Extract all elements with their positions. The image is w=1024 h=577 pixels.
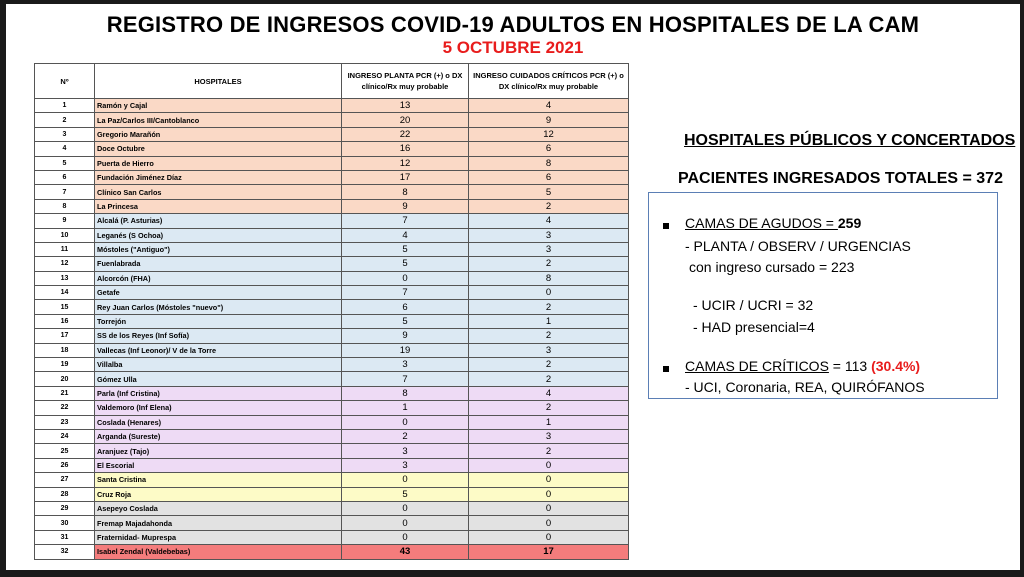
- planta-value: 4: [342, 228, 469, 242]
- planta-value: 8: [342, 386, 469, 400]
- hospital-name: Ramón y Cajal: [95, 99, 342, 113]
- planta-value: 3: [342, 358, 469, 372]
- criticos-value: 0: [469, 458, 629, 472]
- table-row: [35, 127, 629, 141]
- criticos-pct: (30.4%): [871, 358, 921, 374]
- row-number: 19: [35, 358, 95, 372]
- table-header-row: [35, 64, 629, 99]
- hospital-name: Doce Octubre: [95, 142, 342, 156]
- hospital-name: La Paz/Carlos III/Cantoblanco: [95, 113, 342, 127]
- hospital-name: Fraternidad- Muprespa: [95, 530, 342, 544]
- planta-value: 7: [342, 372, 469, 386]
- planta-value: 13: [342, 99, 469, 113]
- row-number: 31: [35, 530, 95, 544]
- criticos-value: 0: [469, 516, 629, 530]
- criticos-value: 2: [469, 358, 629, 372]
- hospital-name: Gregorio Marañón: [95, 127, 342, 141]
- criticos-value: 3: [469, 242, 629, 256]
- agudos-line: [685, 215, 861, 231]
- table-row: [35, 228, 629, 242]
- table-row: [35, 458, 629, 472]
- header-hospital: HOSPITALES: [95, 64, 342, 99]
- criticos-value: 8: [469, 156, 629, 170]
- hospital-name: Móstoles ("Antiguo"): [95, 242, 342, 256]
- table-row: [35, 473, 629, 487]
- row-number: 13: [35, 271, 95, 285]
- planta-value: 0: [342, 501, 469, 515]
- row-number: 27: [35, 473, 95, 487]
- table-row: [35, 286, 629, 300]
- criticos-value: 2: [469, 199, 629, 213]
- hospital-name: Cruz Roja: [95, 487, 342, 501]
- criticos-eq: = 113: [828, 358, 872, 374]
- table-row: [35, 343, 629, 357]
- criticos-value: 3: [469, 228, 629, 242]
- criticos-value: 3: [469, 429, 629, 443]
- planta-value: 12: [342, 156, 469, 170]
- criticos-value: 8: [469, 271, 629, 285]
- criticos-value: 2: [469, 401, 629, 415]
- criticos-label: CAMAS DE CRÍTICOS: [685, 358, 829, 374]
- table-row: [35, 516, 629, 530]
- table-row: [35, 156, 629, 170]
- hospital-name: Puerta de Hierro: [95, 156, 342, 170]
- criticos-value: 2: [469, 372, 629, 386]
- table-row: [35, 545, 629, 559]
- hospital-name: Clínico San Carlos: [95, 185, 342, 199]
- criticos-value: 17: [469, 545, 629, 559]
- criticos-value: 2: [469, 444, 629, 458]
- planta-value: 3: [342, 444, 469, 458]
- table-row: [35, 372, 629, 386]
- table-row: [35, 185, 629, 199]
- row-number: 32: [35, 545, 95, 559]
- row-number: 28: [35, 487, 95, 501]
- table-row: [35, 214, 629, 228]
- row-number: 1: [35, 99, 95, 113]
- criticos-value: 0: [469, 530, 629, 544]
- hospital-table-wrapper: [34, 63, 629, 560]
- row-number: 6: [35, 170, 95, 184]
- beds-summary-box: [648, 192, 998, 399]
- criticos-value: 4: [469, 386, 629, 400]
- planta-value: 5: [342, 242, 469, 256]
- hospital-name: Alcorcón (FHA): [95, 271, 342, 285]
- criticos-value: 1: [469, 314, 629, 328]
- hospital-name: Santa Cristina: [95, 473, 342, 487]
- ucir-line: - UCIR / UCRI = 32: [693, 297, 814, 313]
- planta-value: 22: [342, 127, 469, 141]
- row-number: 7: [35, 185, 95, 199]
- table-row: [35, 329, 629, 343]
- row-number: 5: [35, 156, 95, 170]
- criticos-value: 2: [469, 329, 629, 343]
- hospital-name: Gómez Ulla: [95, 372, 342, 386]
- planta-value: 0: [342, 271, 469, 285]
- criticos-value: 0: [469, 286, 629, 300]
- row-number: 2: [35, 113, 95, 127]
- row-number: 22: [35, 401, 95, 415]
- hospital-name: Isabel Zendal (Valdebebas): [95, 545, 342, 559]
- hospital-name: Arganda (Sureste): [95, 429, 342, 443]
- planta-value: 6: [342, 300, 469, 314]
- hospital-name: Torrejón: [95, 314, 342, 328]
- row-number: 23: [35, 415, 95, 429]
- criticos-value: 12: [469, 127, 629, 141]
- hospital-name: Getafe: [95, 286, 342, 300]
- hospital-name: Vallecas (Inf Leonor)/ V de la Torre: [95, 343, 342, 357]
- table-row: [35, 242, 629, 256]
- row-number: 11: [35, 242, 95, 256]
- table-row: [35, 444, 629, 458]
- row-number: 25: [35, 444, 95, 458]
- criticos-value: 4: [469, 99, 629, 113]
- table-row: [35, 530, 629, 544]
- criticos-value: 9: [469, 113, 629, 127]
- table-row: [35, 199, 629, 213]
- hospital-name: Rey Juan Carlos (Móstoles "nuevo"): [95, 300, 342, 314]
- summary-heading: HOSPITALES PÚBLICOS Y CONCERTADOS: [684, 132, 1016, 149]
- hospital-name: Leganés (S Ochoa): [95, 228, 342, 242]
- planta-value: 8: [342, 185, 469, 199]
- criticos-value: 4: [469, 214, 629, 228]
- table-row: [35, 429, 629, 443]
- table-row: [35, 401, 629, 415]
- header-criticos: INGRESO CUIDADOS CRÍTICOS PCR (+) o DX clínico/Rx muy probable: [469, 64, 629, 99]
- planta-line-1: - PLANTA / OBSERV / URGENCIAS: [685, 238, 911, 254]
- row-number: 16: [35, 314, 95, 328]
- hospital-name: Parla (Inf Cristina): [95, 386, 342, 400]
- table-row: [35, 170, 629, 184]
- table-row: [35, 257, 629, 271]
- row-number: 4: [35, 142, 95, 156]
- bullet-icon: [663, 366, 669, 372]
- planta-value: 9: [342, 329, 469, 343]
- hospital-name: Asepeyo Coslada: [95, 501, 342, 515]
- row-number: 20: [35, 372, 95, 386]
- planta-value: 7: [342, 214, 469, 228]
- criticos-value: 1: [469, 415, 629, 429]
- criticos-value: 3: [469, 343, 629, 357]
- planta-value: 1: [342, 401, 469, 415]
- had-line: - HAD presencial=4: [693, 319, 815, 335]
- table-row: [35, 271, 629, 285]
- planta-value: 5: [342, 314, 469, 328]
- planta-value: 5: [342, 257, 469, 271]
- row-number: 10: [35, 228, 95, 242]
- planta-value: 9: [342, 199, 469, 213]
- row-number: 21: [35, 386, 95, 400]
- header-num: Nº: [35, 64, 95, 99]
- page-title: REGISTRO DE INGRESOS COVID-19 ADULTOS EN HOSPITALES DE LA CAM: [106, 12, 920, 37]
- report-date: 5 OCTUBRE 2021: [442, 38, 584, 57]
- planta-value: 5: [342, 487, 469, 501]
- row-number: 26: [35, 458, 95, 472]
- planta-value: 16: [342, 142, 469, 156]
- row-number: 12: [35, 257, 95, 271]
- hospital-name: Fremap Majadahonda: [95, 516, 342, 530]
- criticos-detail: - UCI, Coronaria, REA, QUIRÓFANOS: [685, 379, 925, 395]
- planta-value: 0: [342, 530, 469, 544]
- agudos-value: 259: [837, 215, 862, 231]
- total-patients: PACIENTES INGRESADOS TOTALES = 372: [678, 170, 1003, 187]
- planta-value: 7: [342, 286, 469, 300]
- agudos-label: CAMAS DE AGUDOS: [685, 215, 822, 231]
- row-number: 17: [35, 329, 95, 343]
- criticos-value: 5: [469, 185, 629, 199]
- table-row: [35, 358, 629, 372]
- row-number: 24: [35, 429, 95, 443]
- planta-value: 19: [342, 343, 469, 357]
- row-number: 3: [35, 127, 95, 141]
- agudos-eq: =: [821, 215, 838, 231]
- hospital-name: Fuenlabrada: [95, 257, 342, 271]
- planta-value: 43: [342, 545, 469, 559]
- planta-value: 20: [342, 113, 469, 127]
- table-row: [35, 501, 629, 515]
- row-number: 15: [35, 300, 95, 314]
- criticos-line: [685, 358, 920, 374]
- table-row: [35, 142, 629, 156]
- row-number: 30: [35, 516, 95, 530]
- planta-value: 0: [342, 415, 469, 429]
- hospital-name: Fundación Jiménez Díaz: [95, 170, 342, 184]
- criticos-value: 0: [469, 473, 629, 487]
- hospital-name: Villalba: [95, 358, 342, 372]
- hospital-name: Coslada (Henares): [95, 415, 342, 429]
- hospital-name: Aranjuez (Tajo): [95, 444, 342, 458]
- hospital-admissions-table: [34, 63, 629, 560]
- planta-value: 3: [342, 458, 469, 472]
- hospital-name: SS de los Reyes (Inf Sofía): [95, 329, 342, 343]
- hospital-name: Valdemoro (Inf Elena): [95, 401, 342, 415]
- planta-value: 0: [342, 473, 469, 487]
- table-row: [35, 314, 629, 328]
- hospital-name: El Escorial: [95, 458, 342, 472]
- table-row: [35, 386, 629, 400]
- planta-line-2: con ingreso cursado = 223: [689, 259, 855, 275]
- criticos-value: 0: [469, 501, 629, 515]
- row-number: 29: [35, 501, 95, 515]
- hospital-name: Alcalá (P. Asturias): [95, 214, 342, 228]
- planta-value: 0: [342, 516, 469, 530]
- criticos-value: 6: [469, 170, 629, 184]
- header-planta: INGRESO PLANTA PCR (+) o DX clínico/Rx muy probable: [342, 64, 469, 99]
- hospital-name: La Princesa: [95, 199, 342, 213]
- row-number: 8: [35, 199, 95, 213]
- table-body: [35, 99, 629, 560]
- planta-value: 2: [342, 429, 469, 443]
- row-number: 9: [35, 214, 95, 228]
- criticos-value: 6: [469, 142, 629, 156]
- criticos-value: 0: [469, 487, 629, 501]
- table-row: [35, 300, 629, 314]
- row-number: 18: [35, 343, 95, 357]
- table-row: [35, 113, 629, 127]
- document-sheet: [6, 4, 1020, 570]
- planta-value: 17: [342, 170, 469, 184]
- table-row: [35, 487, 629, 501]
- criticos-value: 2: [469, 300, 629, 314]
- row-number: 14: [35, 286, 95, 300]
- table-row: [35, 415, 629, 429]
- bullet-icon: [663, 223, 669, 229]
- table-row: [35, 99, 629, 113]
- criticos-value: 2: [469, 257, 629, 271]
